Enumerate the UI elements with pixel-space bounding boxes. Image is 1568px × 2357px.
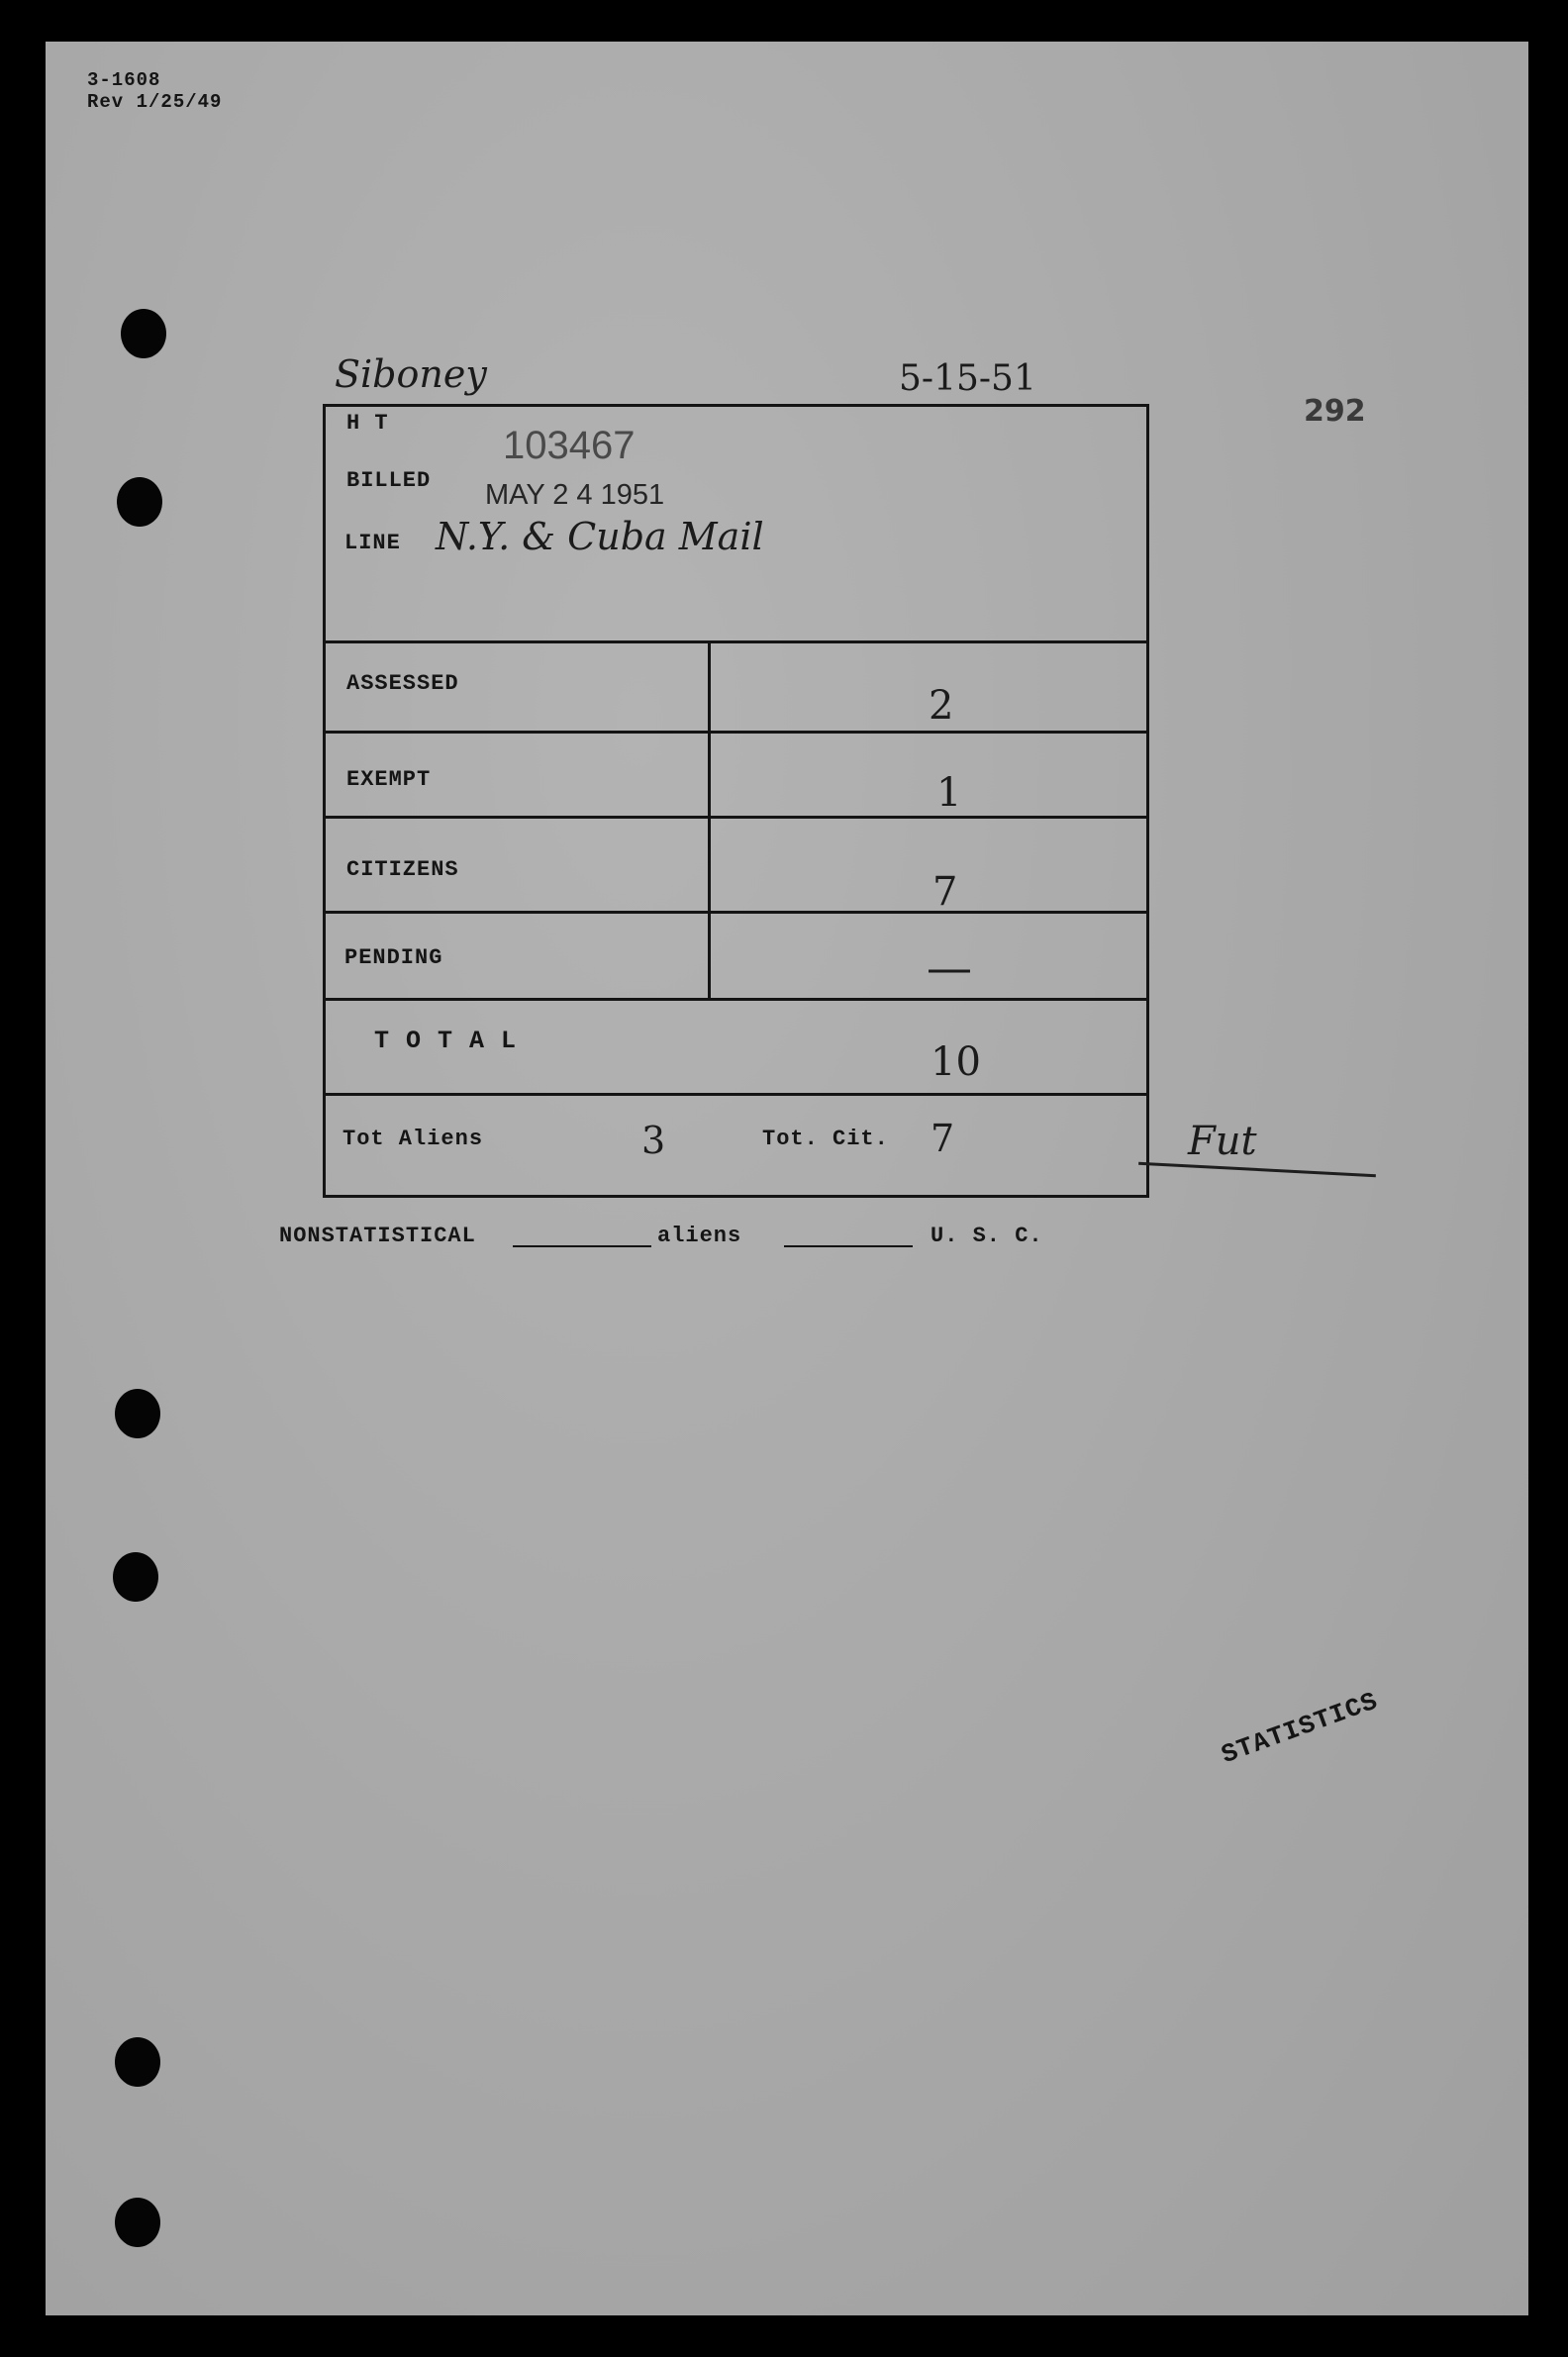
- vessel-name: Siboney: [335, 352, 487, 396]
- tot-aliens-label: Tot Aliens: [343, 1127, 484, 1151]
- row-divider: [323, 998, 1149, 1001]
- tot-cit-value: 7: [931, 1117, 955, 1160]
- citizens-value: 7: [932, 869, 958, 915]
- sheet-number: 292: [1304, 394, 1366, 429]
- ht-label: H T: [346, 411, 389, 436]
- aliens-label: aliens: [657, 1224, 742, 1248]
- nonstatistical-blank: [513, 1245, 651, 1247]
- table-border-top: [323, 404, 1149, 407]
- aliens-blank: [784, 1245, 913, 1247]
- billed-label: BILLED: [346, 468, 432, 493]
- assessed-label: ASSESSED: [346, 671, 459, 696]
- line-label: LINE: [344, 531, 401, 555]
- tot-cit-label: Tot. Cit.: [762, 1127, 889, 1151]
- total-value: 10: [931, 1039, 981, 1085]
- ht-number: 103467: [503, 424, 636, 467]
- assessed-value: 2: [929, 683, 954, 729]
- punch-hole: [115, 1389, 160, 1438]
- statistics-stamp: STATISTICS: [1218, 1686, 1383, 1771]
- clerk-initials: Fut: [1188, 1119, 1257, 1164]
- row-divider: [323, 640, 1149, 643]
- punch-hole: [113, 1552, 158, 1602]
- table-border-right: [1146, 404, 1149, 1198]
- table-border-left: [323, 404, 326, 1198]
- column-divider: [708, 640, 711, 1000]
- row-divider: [323, 911, 1149, 914]
- form-number-block: [87, 69, 222, 113]
- row-divider: [323, 1093, 1149, 1096]
- pending-value: —: [927, 940, 972, 994]
- punch-hole: [115, 2037, 160, 2087]
- nonstatistical-label: NONSTATISTICAL: [279, 1224, 476, 1248]
- punch-hole: [115, 2198, 160, 2247]
- document-sheet: [46, 42, 1528, 2315]
- arrival-date: 5-15-51: [899, 358, 1036, 399]
- exempt-value: 1: [936, 770, 962, 816]
- form-revision: Rev 1/25/49: [87, 91, 223, 113]
- citizens-label: CITIZENS: [346, 857, 459, 882]
- pending-label: PENDING: [344, 945, 443, 970]
- form-number: 3-1608: [87, 69, 161, 91]
- row-divider: [323, 816, 1149, 819]
- row-divider: [323, 731, 1149, 734]
- usc-label: U. S. C.: [931, 1224, 1043, 1248]
- billed-date: MAY 2 4 1951: [485, 479, 665, 511]
- tot-aliens-value: 3: [641, 1119, 666, 1162]
- punch-hole: [121, 309, 166, 358]
- line-name: N.Y. & Cuba Mail: [436, 515, 764, 558]
- table-border-bottom: [323, 1195, 1149, 1198]
- punch-hole: [117, 477, 162, 527]
- exempt-label: EXEMPT: [346, 767, 432, 792]
- total-label: T O T A L: [374, 1027, 518, 1055]
